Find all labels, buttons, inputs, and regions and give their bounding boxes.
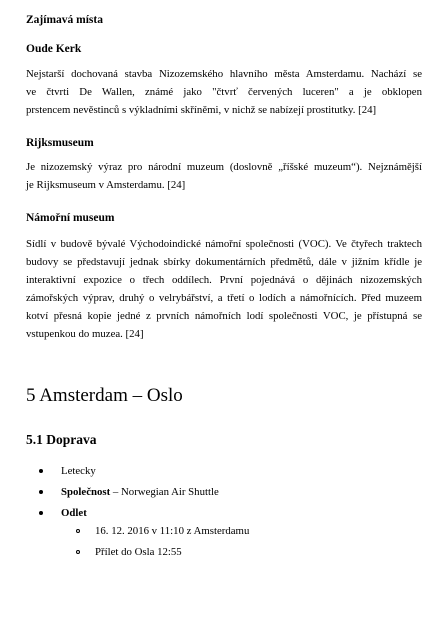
bullet-icon: [39, 511, 43, 515]
paragraph-line: budovy se představují jednak sbírky dokumentárních předmětů, dále v jižním křídle je: [26, 256, 422, 268]
heading-maritime-museum: Námořní museum: [26, 212, 115, 224]
paragraph-line: prstencem nevěstinců s výkladními skříněmi, v nichž se nabízejí prostitutky. [24]: [26, 104, 377, 116]
paragraph-line: ve čtvrti De Wallen, známé jako "čtvrť červených luceren" a je obklopen: [26, 86, 422, 98]
paragraph-line: Je nizozemský výraz pro národní muzeum (doslovně „říšské muzeum“). Nejznámější: [26, 161, 422, 173]
paragraph-line: je Rijksmuseum v Amsterdamu. [24]: [26, 179, 186, 191]
bullet-icon: [39, 490, 43, 494]
paragraph-line: zámořských výprav, druhý o velrybářství, a třetí o lodích a námořnících. Před muzeem: [26, 292, 422, 304]
paragraph-line: vstupenkou do muzea. [24]: [26, 328, 144, 340]
heading-oude-kerk: Oude Kerk: [26, 43, 82, 55]
sub-item-departure-time: 16. 12. 2016 v 11:10 z Amsterdamu: [95, 525, 250, 537]
list-item-air: Letecky: [61, 465, 96, 477]
departure-label: Odlet: [61, 507, 87, 519]
company-value: – Norwegian Air Shuttle: [110, 486, 219, 498]
list-item-company: [61, 485, 219, 499]
list-item-departure: [61, 506, 87, 520]
paragraph-maritime-museum: [26, 235, 422, 343]
heading-rijksmuseum: Rijksmuseum: [26, 137, 94, 149]
paragraph-line: interaktivní expozice o třech oddílech. První pojednává o dějinách nizozemských: [26, 274, 422, 286]
circle-bullet-icon: [76, 529, 80, 533]
bullet-icon: [39, 469, 43, 473]
heading-interesting-places: Zajímavá místa: [26, 14, 103, 26]
section-heading-transport: 5.1 Doprava: [26, 432, 97, 447]
sub-item-arrival-time: Přílet do Osla 12:55: [95, 546, 182, 558]
paragraph-line: kotví přesná kopie jedné z prvních námořních lodí společnosti VOC, je přístupná se: [26, 310, 422, 322]
circle-bullet-icon: [76, 550, 80, 554]
paragraph-rijksmuseum: [26, 158, 422, 194]
chapter-heading: 5 Amsterdam – Oslo: [26, 385, 183, 406]
paragraph-oude-kerk: [26, 65, 422, 119]
paragraph-line: Sídlí v budově bývalé Východoindické námořní společnosti (VOC). Ve čtyřech traktech: [26, 238, 422, 250]
paragraph-line: Nejstarší dochovaná stavba Nizozemského hlavního města Amsterdamu. Nachází se: [26, 68, 422, 80]
company-label: Společnost: [61, 486, 111, 498]
